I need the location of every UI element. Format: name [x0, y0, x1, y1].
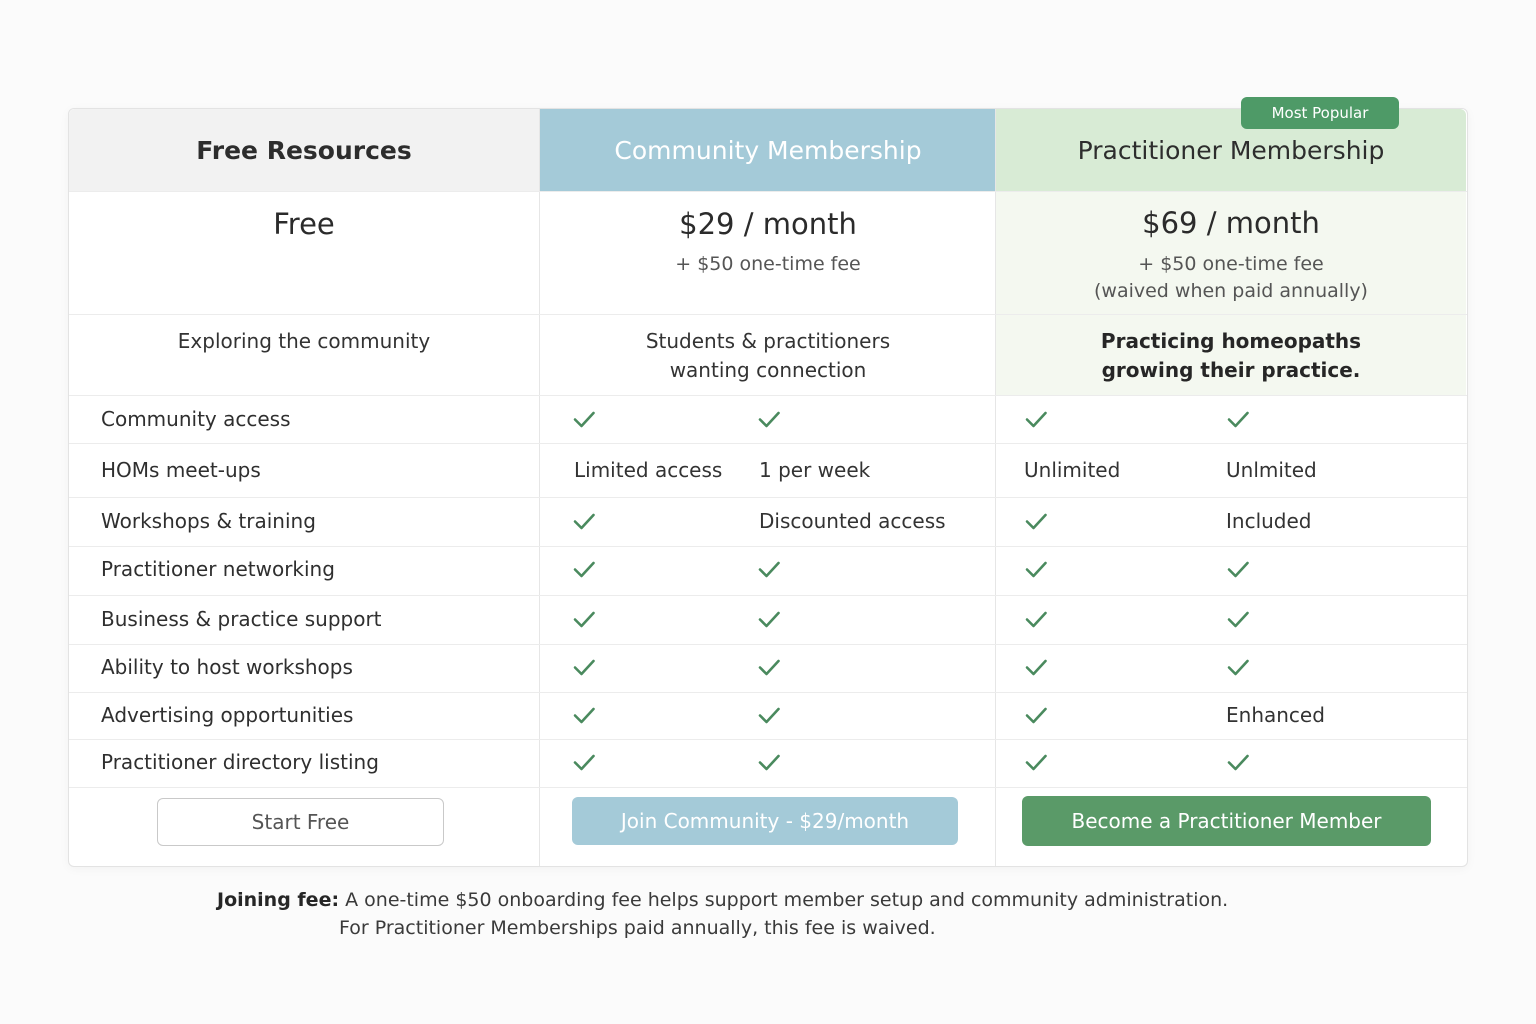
- plan-audience-line: growing their practice.: [1101, 358, 1361, 382]
- check-icon: [1024, 407, 1048, 431]
- check-icon: [757, 407, 781, 431]
- feature-label: Advertising opportunities: [101, 703, 354, 727]
- plan-fee-line: (waived when paid annually): [1094, 280, 1368, 302]
- feature-value: Unlmited: [1226, 458, 1317, 482]
- check-icon: [572, 557, 596, 581]
- joining-fee-line2: For Practitioner Memberships paid annually, this fee is waived.: [339, 917, 936, 939]
- row-divider: [69, 595, 1467, 596]
- plan-audience-line: Students & practitioners: [645, 329, 891, 353]
- feature-label: HOMs meet-ups: [101, 458, 261, 482]
- check-icon: [1024, 557, 1048, 581]
- check-icon: [1226, 750, 1250, 774]
- most-popular-badge: Most Popular: [1241, 97, 1399, 129]
- feature-value: Enhanced: [1226, 703, 1325, 727]
- row-divider: [69, 546, 1467, 547]
- joining-fee-note: [217, 886, 1228, 942]
- row-divider: [69, 692, 1467, 693]
- plan-header-free: Free Resources: [69, 109, 539, 192]
- feature-label: Community access: [101, 407, 291, 431]
- feature-value: Discounted access: [759, 509, 946, 533]
- check-icon: [572, 655, 596, 679]
- check-icon: [1226, 655, 1250, 679]
- check-icon: [1024, 655, 1048, 679]
- feature-label: Practitioner networking: [101, 557, 335, 581]
- feature-label: Business & practice support: [101, 607, 382, 631]
- plan-audience-practitioner: [996, 327, 1466, 385]
- feature-value: Included: [1226, 509, 1312, 533]
- row-divider: [69, 644, 1467, 645]
- plan-header-community: Community Membership: [540, 109, 996, 192]
- check-icon: [572, 407, 596, 431]
- feature-label: Workshops & training: [101, 509, 316, 533]
- check-icon: [1226, 607, 1250, 631]
- check-icon: [757, 557, 781, 581]
- become-practitioner-button[interactable]: Become a Practitioner Member: [1022, 796, 1431, 846]
- row-divider: [69, 191, 1467, 192]
- check-icon: [1024, 607, 1048, 631]
- row-divider: [69, 314, 1467, 315]
- check-icon: [757, 750, 781, 774]
- feature-value: 1 per week: [759, 458, 871, 482]
- check-icon: [1226, 407, 1250, 431]
- plan-audience-free: Exploring the community: [177, 329, 431, 353]
- feature-value: Unlimited: [1024, 458, 1121, 482]
- check-icon: [572, 607, 596, 631]
- row-divider: [69, 395, 1467, 396]
- check-icon: [757, 607, 781, 631]
- check-icon: [1226, 557, 1250, 581]
- plan-price-community: $29 / month: [679, 207, 857, 241]
- pricing-table: [68, 104, 1468, 867]
- joining-fee-label: Joining fee:: [217, 889, 340, 911]
- check-icon: [757, 703, 781, 727]
- check-icon: [757, 655, 781, 679]
- row-divider: [69, 497, 1467, 498]
- check-icon: [1024, 750, 1048, 774]
- row-divider: [69, 787, 1467, 788]
- plan-audience-line: Practicing homeopaths: [1100, 329, 1362, 353]
- check-icon: [572, 703, 596, 727]
- join-community-button[interactable]: Join Community - $29/month: [572, 797, 958, 845]
- row-divider: [69, 443, 1467, 444]
- check-icon: [572, 509, 596, 533]
- plan-header-practitioner: Practitioner Membership: [996, 109, 1466, 192]
- plan-audience-line: wanting connection: [669, 358, 867, 382]
- row-divider: [69, 739, 1467, 740]
- plan-audience-community: [540, 327, 996, 385]
- plan-fee-practitioner: [996, 251, 1466, 305]
- joining-fee-line1: A one-time $50 onboarding fee helps support member setup and community administration.: [345, 889, 1229, 911]
- feature-label: Ability to host workshops: [101, 655, 353, 679]
- plan-fee-line: + $50 one-time fee: [1138, 253, 1324, 275]
- plan-price-free: Free: [273, 207, 335, 241]
- feature-value: Limited access: [574, 458, 723, 482]
- check-icon: [1024, 509, 1048, 533]
- check-icon: [1024, 703, 1048, 727]
- plan-price-practitioner: $69 / month: [1142, 206, 1320, 240]
- plan-fee-community: + $50 one-time fee: [675, 253, 861, 275]
- start-free-button[interactable]: Start Free: [157, 798, 444, 846]
- check-icon: [572, 750, 596, 774]
- feature-label: Practitioner directory listing: [101, 750, 379, 774]
